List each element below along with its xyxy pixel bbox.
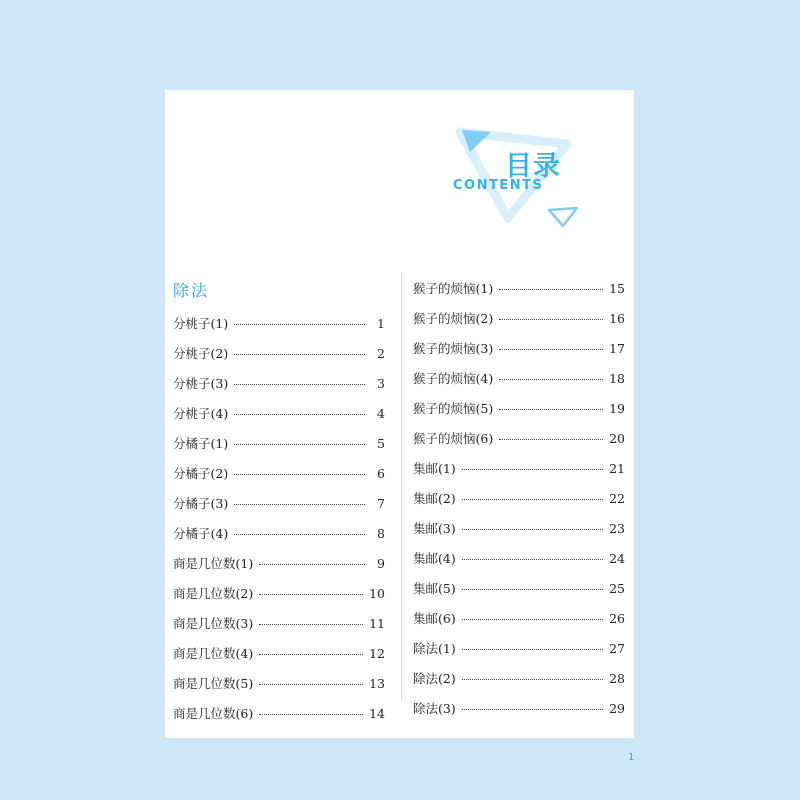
toc-entry-title: 商是几位数(1) [173,556,254,571]
toc-entry[interactable] [413,607,625,629]
toc-entry-page: 28 [609,670,625,686]
dot-leader [234,444,365,445]
dot-leader [462,649,603,650]
toc-entry-page: 11 [369,615,385,631]
page-number: 1 [628,752,635,763]
dot-leader [259,684,363,685]
toc-entry-page: 15 [609,280,625,296]
toc-entry[interactable] [413,667,625,689]
toc-entry-page: 1 [377,315,385,331]
toc-entry-title: 集邮(1) [413,461,456,476]
dot-leader [462,709,603,710]
toc-entry-title: 商是几位数(5) [173,676,254,691]
dot-leader [234,384,365,385]
toc-entry-page: 4 [377,405,385,421]
dot-leader [259,594,363,595]
toc-entry-title: 分桃子(3) [173,376,229,391]
document-page [165,90,634,738]
toc-entry-title: 集邮(2) [413,491,456,506]
toc-entry-title: 分橘子(4) [173,526,229,541]
toc-entry-page: 6 [377,465,385,481]
toc-entry-title: 分橘子(1) [173,436,229,451]
toc-entry-title: 商是几位数(6) [173,706,254,721]
dot-leader [462,469,603,470]
toc-entry-page: 8 [377,525,385,541]
toc-entry-title: 分桃子(4) [173,406,229,421]
toc-entry[interactable] [173,552,385,574]
contents-title: 目录 [505,151,561,182]
toc-entry-page: 24 [609,550,625,566]
toc-entry-title: 集邮(6) [413,611,456,626]
dot-leader [259,624,363,625]
dot-leader [499,379,603,380]
toc-entry[interactable] [413,517,625,539]
dot-leader [259,714,363,715]
toc-entry-page: 20 [609,430,625,446]
toc-entry-page: 17 [609,340,625,356]
toc-entry[interactable] [413,547,625,569]
dot-leader [259,654,363,655]
toc-entry-title: 除法(1) [413,641,456,656]
toc-entry-title: 分桃子(1) [173,316,229,331]
toc-entry[interactable] [173,522,385,544]
toc-entry-page: 23 [609,520,625,536]
toc-entry-title: 猴子的烦恼(2) [413,311,494,326]
toc-entry-title: 猴子的烦恼(4) [413,371,494,386]
toc-entry-page: 19 [609,400,625,416]
toc-entry[interactable] [173,642,385,664]
dot-leader [462,529,603,530]
dot-leader [234,354,365,355]
toc-entry-page: 26 [609,610,625,626]
dot-leader [499,319,603,320]
toc-entry[interactable] [413,367,625,389]
toc-entry-page: 16 [609,310,625,326]
toc-entry-page: 27 [609,640,625,656]
dot-leader [462,679,603,680]
toc-entry-page: 3 [377,375,385,391]
toc-entry-title: 分桃子(2) [173,346,229,361]
toc-entry-title: 集邮(4) [413,551,456,566]
toc-entry[interactable] [413,697,625,719]
toc-entry[interactable] [413,487,625,509]
toc-entry-page: 14 [369,705,385,721]
column-divider [401,272,402,700]
toc-entry-page: 13 [369,675,385,691]
toc-entry-title: 商是几位数(4) [173,646,254,661]
dot-leader [462,589,603,590]
dot-leader [499,349,603,350]
contents-subtitle: CONTENTS [453,178,544,193]
triangle-decoration-icon [165,90,634,265]
dot-leader [234,324,365,325]
toc-entry[interactable] [413,637,625,659]
dot-leader [462,559,603,560]
toc-entry[interactable] [413,277,625,299]
dot-leader [234,414,365,415]
toc-entry[interactable] [173,702,385,724]
toc-entry-page: 12 [369,645,385,661]
toc-entry[interactable] [173,462,385,484]
toc-entry-title: 分橘子(3) [173,496,229,511]
toc-entry-page: 18 [609,370,625,386]
toc-entry[interactable] [173,672,385,694]
toc-entry[interactable] [413,307,625,329]
toc-entry-title: 除法(3) [413,701,456,716]
toc-entry-page: 22 [609,490,625,506]
toc-entry[interactable] [173,402,385,424]
toc-entry[interactable] [413,337,625,359]
toc-entry-title: 商是几位数(2) [173,586,254,601]
dot-leader [234,504,365,505]
dot-leader [499,289,603,290]
toc-entry-page: 7 [377,495,385,511]
toc-entry-title: 分橘子(2) [173,466,229,481]
toc-entry-title: 猴子的烦恼(1) [413,281,494,296]
section-heading: 除法 [173,281,210,300]
toc-entry[interactable] [173,612,385,634]
dot-leader [462,499,603,500]
toc-entry-title: 集邮(3) [413,521,456,536]
toc-entry-title: 商是几位数(3) [173,616,254,631]
toc-entry-title: 集邮(5) [413,581,456,596]
toc-entry[interactable] [173,342,385,364]
contents-header [165,90,634,265]
dot-leader [499,409,603,410]
toc-entry[interactable] [413,397,625,419]
toc-entry-page: 2 [377,345,385,361]
toc-entry-page: 29 [609,700,625,716]
toc-entry-page: 25 [609,580,625,596]
toc-entry[interactable] [413,427,625,449]
toc-entry[interactable] [173,432,385,454]
dot-leader [462,619,603,620]
toc-entry[interactable] [413,577,625,599]
toc-entry-page: 5 [377,435,385,451]
dot-leader [234,474,365,475]
toc-entry-title: 猴子的烦恼(5) [413,401,494,416]
toc-entry[interactable] [173,372,385,394]
toc-entry-page: 21 [609,460,625,476]
toc-entry-title: 猴子的烦恼(6) [413,431,494,446]
toc-entry-page: 9 [377,555,385,571]
dot-leader [499,439,603,440]
toc-entry-page: 10 [369,585,385,601]
toc-entry[interactable] [173,312,385,334]
toc-entry-title: 除法(2) [413,671,456,686]
toc-entry[interactable] [173,582,385,604]
toc-entry-title: 猴子的烦恼(3) [413,341,494,356]
dot-leader [259,564,365,565]
toc-entry[interactable] [173,492,385,514]
dot-leader [234,534,365,535]
toc-entry[interactable] [413,457,625,479]
